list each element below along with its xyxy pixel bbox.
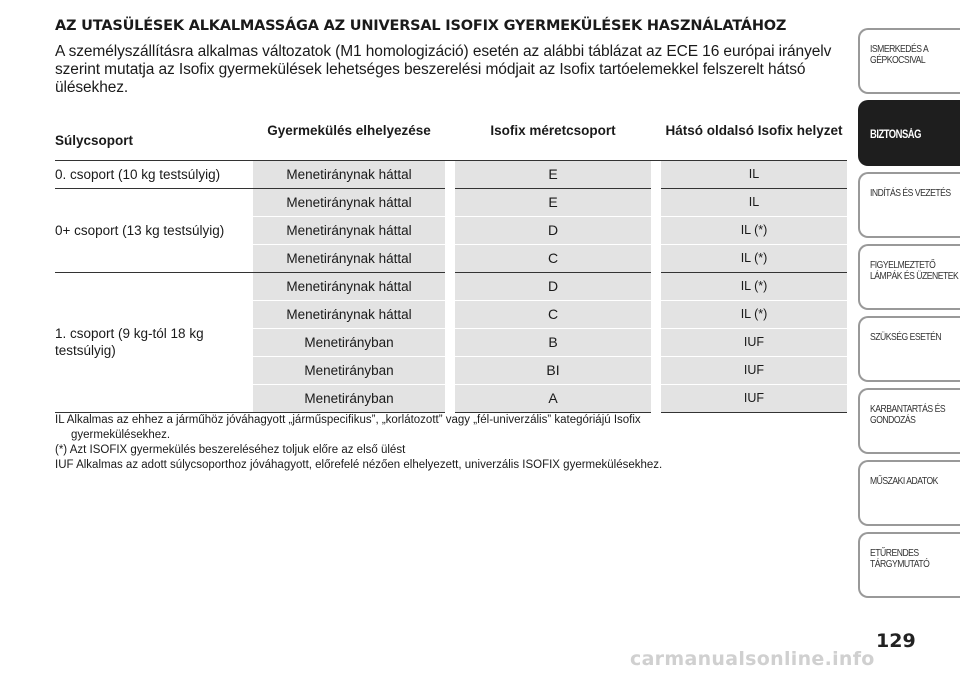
note-il-continued: gyermekülésekhez. xyxy=(71,429,171,441)
tab-ismerkedes[interactable] xyxy=(858,28,960,94)
tab-karbantartas[interactable] xyxy=(858,388,960,454)
note-il: IL Alkalmas az ehhez a járműhöz jóváhagyott „járműspecifikus”, „korlátozott” vagy „fél-univerzális” kategóriájú Isofix xyxy=(55,414,641,426)
table-header-row xyxy=(55,120,847,160)
tab-label: BIZTONSÁG xyxy=(870,129,921,141)
tab-label: ETŰRENDES TÁRGYMUTATÓ xyxy=(870,547,930,570)
tab-label: SZÜKSÉG ESETÉN xyxy=(870,331,942,343)
cell-position: Menetiránynak háttal xyxy=(253,244,445,272)
tab-figyelmezteto[interactable] xyxy=(858,244,960,310)
tab-biztonsag[interactable] xyxy=(858,100,960,166)
group-0plus: 0+ csoport (13 kg testsúlyig) xyxy=(55,188,253,272)
tab-muszaki[interactable] xyxy=(858,460,960,526)
cell-size: C xyxy=(455,244,651,272)
cell-size: E xyxy=(455,188,651,216)
tab-targymutato[interactable] xyxy=(858,532,960,598)
chapter-sidebar xyxy=(858,28,960,604)
cell-isofix: IUF xyxy=(661,356,847,384)
table-row xyxy=(55,272,847,300)
cell-isofix: IL (*) xyxy=(661,244,847,272)
tab-label: MŰSZAKI ADATOK xyxy=(870,475,938,487)
tab-inditas[interactable] xyxy=(858,172,960,238)
header-rear-isofix: Hátsó oldalsó Isofix helyzet xyxy=(661,120,847,160)
header-weight-group: Súlycsoport xyxy=(55,120,253,160)
table-row xyxy=(55,160,847,188)
cell-size: D xyxy=(455,216,651,244)
note-iuf: IUF Alkalmas az adott súlycsoporthoz jóváhagyott, előrefelé nézően elhelyezett, univerzális ISOFIX gyermekülésekhez. xyxy=(55,459,663,471)
group-0: 0. csoport (10 kg testsúlyig) xyxy=(55,160,253,188)
watermark: carmanualsonline.info xyxy=(630,648,875,670)
cell-position: Menetiránynak háttal xyxy=(253,216,445,244)
page-number: 129 xyxy=(876,630,916,652)
tab-label: FIGYELMEZTETŐ LÁMPÁK ÉS ÜZENETEK xyxy=(870,259,959,282)
section-heading: AZ UTASÜLÉSEK ALKALMASSÁGA AZ UNIVERSAL ISOFIX GYERMEKÜLÉSEK HASZNÁLATÁHOZ xyxy=(55,18,787,34)
cell-position: Menetiránynak háttal xyxy=(253,272,445,300)
header-seat-position: Gyermekülés elhelyezése xyxy=(253,120,445,160)
table-notes xyxy=(55,413,847,473)
tab-label: KARBANTARTÁS ÉS GONDOZÁS xyxy=(870,403,946,426)
cell-isofix: IL xyxy=(661,160,847,188)
intro-paragraph: A személyszállításra alkalmas változatok (M1 homologizáció) esetén az alábbi táblázat az ECE 16 európai irányelv szerint mutatja az Isofix gyermekülések lehetséges beszerelési módjait az Isofix tartóelemekkel felszerelt hátsó ülésekhez. xyxy=(55,43,832,96)
group-1: 1. csoport (9 kg-tól 18 kg testsúlyig) xyxy=(55,272,253,412)
note-star: (*) Azt ISOFIX gyermekülés beszereléséhez toljuk előre az első ülést xyxy=(55,444,406,456)
cell-position: Menetirányban xyxy=(253,384,445,412)
main-content xyxy=(55,18,847,471)
cell-position: Menetirányban xyxy=(253,356,445,384)
cell-isofix: IUF xyxy=(661,384,847,412)
tab-label: ISMERKEDÉS A GÉPKOCSIVAL xyxy=(870,43,928,66)
cell-size: B xyxy=(455,328,651,356)
cell-isofix: IUF xyxy=(661,328,847,356)
cell-position: Menetiránynak háttal xyxy=(253,300,445,328)
cell-position: Menetiránynak háttal xyxy=(253,188,445,216)
cell-size: D xyxy=(455,272,651,300)
header-isofix-size: Isofix méretcsoport xyxy=(455,120,651,160)
tab-label: INDÍTÁS ÉS VEZETÉS xyxy=(870,187,951,199)
tab-szukseg[interactable] xyxy=(858,316,960,382)
cell-isofix: IL (*) xyxy=(661,272,847,300)
table-row xyxy=(55,188,847,216)
cell-size: A xyxy=(455,384,651,412)
cell-size: BI xyxy=(455,356,651,384)
cell-size: C xyxy=(455,300,651,328)
cell-isofix: IL (*) xyxy=(661,300,847,328)
isofix-table xyxy=(55,120,847,413)
cell-isofix: IL (*) xyxy=(661,216,847,244)
cell-isofix: IL xyxy=(661,188,847,216)
cell-position: Menetiránynak háttal xyxy=(253,160,445,188)
cell-size: E xyxy=(455,160,651,188)
cell-position: Menetirányban xyxy=(253,328,445,356)
